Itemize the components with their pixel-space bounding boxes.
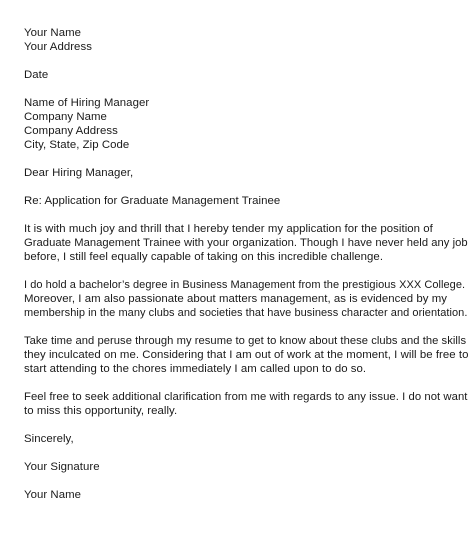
subject-line: Re: Application for Graduate Management Trainee: [24, 195, 281, 207]
paragraph-1-line-1: It is with much joy and thrill that I hereby tender my application for the position of: [24, 223, 433, 235]
paragraph-1-line-3: before, I still feel equally capable of taking on this incredible challenge.: [24, 251, 384, 263]
signer-name: Your Name: [24, 489, 82, 501]
recipient-company-address: Company Address: [24, 125, 118, 137]
paragraph-4-line-1: Feel free to seek additional clarification from me with regards to any issue. I do not want: [24, 391, 468, 403]
sender-name: Your Name: [24, 27, 82, 39]
paragraph-3-line-2: they inculcated on me. Considering that I am out of work at the moment, I will be free to: [24, 349, 469, 361]
signature: Your Signature: [24, 461, 100, 473]
recipient-company-name: Company Name: [24, 111, 107, 123]
letter-date: Date: [24, 69, 49, 81]
paragraph-2-line-2: Moreover, I am also passionate about matters management, as is evidenced by my: [24, 293, 448, 305]
paragraph-2-line-3: membership in the many clubs and societies that have business character and orientation.: [24, 307, 468, 319]
paragraph-2-line-1: I do hold a bachelor’s degree in Business Management from the prestigious XXX College.: [24, 279, 466, 291]
paragraph-1-line-2: Graduate Management Trainee with your organization. Though I have never held any job: [24, 237, 468, 249]
recipient-hiring-manager: Name of Hiring Manager: [24, 97, 150, 109]
paragraph-4-line-2: to miss this opportunity, really.: [24, 405, 178, 417]
recipient-city-state-zip: City, State, Zip Code: [24, 139, 130, 151]
sender-address: Your Address: [24, 41, 92, 53]
closing: Sincerely,: [24, 433, 74, 445]
paragraph-3-line-1: Take time and peruse through my resume to get to know about these clubs and the skills: [24, 335, 467, 347]
salutation: Dear Hiring Manager,: [24, 167, 134, 179]
paragraph-3-line-3: start attending to the chores immediately I am called upon to do so.: [24, 363, 367, 375]
